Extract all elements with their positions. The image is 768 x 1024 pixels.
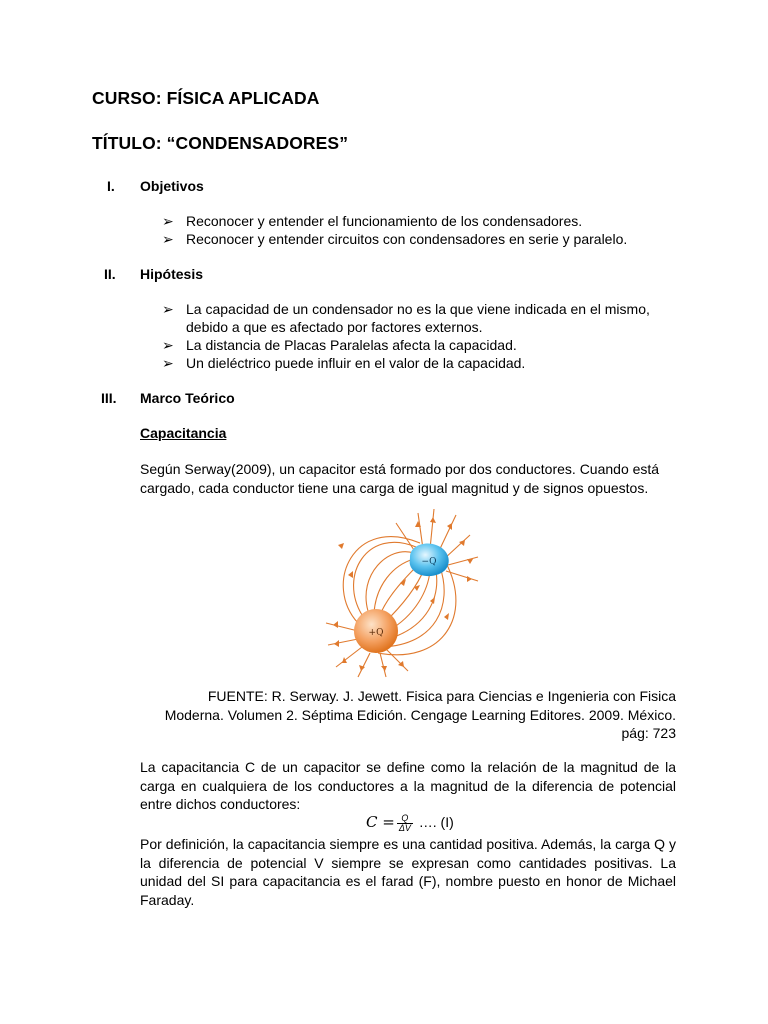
bullet-text-continuation: debido a que es afectado por factores externos.	[186, 319, 483, 335]
section-number-marco: III.	[101, 390, 117, 406]
bullet-text: Reconocer y entender el funcionamiento de los condensadores.	[186, 213, 583, 229]
field-lines	[326, 509, 478, 677]
section-title-marco: Marco Teórico	[140, 390, 235, 406]
subsection-title-capacitancia: Capacitancia	[140, 425, 227, 441]
list-item	[162, 300, 682, 336]
list-item	[162, 212, 682, 230]
intro-paragraph: Según Serway(2009), un capacitor está formado por dos conductores. Cuando está cargado, cada conductor tiene una carga de igual magnitud y de signos opuestos.	[140, 461, 660, 496]
section-title-hipotesis: Hipótesis	[140, 266, 204, 282]
bullet-arrow-icon: ➢	[162, 337, 174, 353]
bullet-arrow-icon: ➢	[162, 213, 174, 229]
formula-fraction	[397, 814, 413, 833]
closing-paragraph: Por definición, la capacitancia siempre es una cantidad positiva. Además, la carga Q y la diferencia de potencial V siempre se expresan como cantidades positivas. La unidad del SI para capacitancia es el farad (F), nombre puesto en honor de Michael Faraday.	[140, 836, 676, 908]
bullet-text: Un dieléctrico puede influir en el valor de la capacidad.	[186, 355, 526, 371]
formula-lhs: C =	[366, 813, 395, 831]
course-heading: CURSO: FÍSICA APLICADA	[92, 88, 320, 108]
bullet-arrow-icon: ➢	[162, 301, 174, 317]
section-number-objetivos: I.	[107, 178, 115, 194]
negative-charge-label: −Q	[421, 557, 437, 567]
section-title-objetivos: Objetivos	[140, 178, 204, 194]
definition-paragraph: La capacitancia C de un capacitor se define como la relación de la magnitud de la carga en cualquiera de los conductores a la magnitud de la diferencia de potencial entre dichos conductores:	[140, 759, 676, 812]
bullet-text: Reconocer y entender circuitos con condensadores en serie y paralelo.	[186, 231, 628, 247]
title-heading: TÍTULO: “CONDENSADORES”	[92, 133, 349, 153]
section-number-hipotesis: II.	[104, 266, 116, 282]
formula-tag: …. (I)	[418, 814, 454, 830]
positive-charge-label: +Q	[368, 628, 384, 638]
bullet-text: La capacidad de un condensador no es la que viene indicada en el mismo,	[186, 301, 650, 317]
capacitance-formula	[366, 813, 454, 833]
formula-numerator: Q	[397, 814, 413, 824]
list-item	[162, 354, 682, 372]
bullet-text: La distancia de Placas Paralelas afecta la capacidad.	[186, 337, 517, 353]
figure-source: FUENTE: R. Serway. J. Jewett. Fisica para Ciencias e Ingenieria con Fisica Moderna. Volumen 2. Séptima Edición. Cengage Learning Editores. 2009. México. pág: 723	[164, 688, 676, 741]
bullet-arrow-icon: ➢	[162, 355, 174, 371]
list-item	[162, 230, 682, 248]
bullet-arrow-icon: ➢	[162, 231, 174, 247]
list-item	[162, 336, 682, 354]
formula-denominator: ΔV	[398, 822, 411, 833]
electric-field-figure	[318, 505, 483, 680]
